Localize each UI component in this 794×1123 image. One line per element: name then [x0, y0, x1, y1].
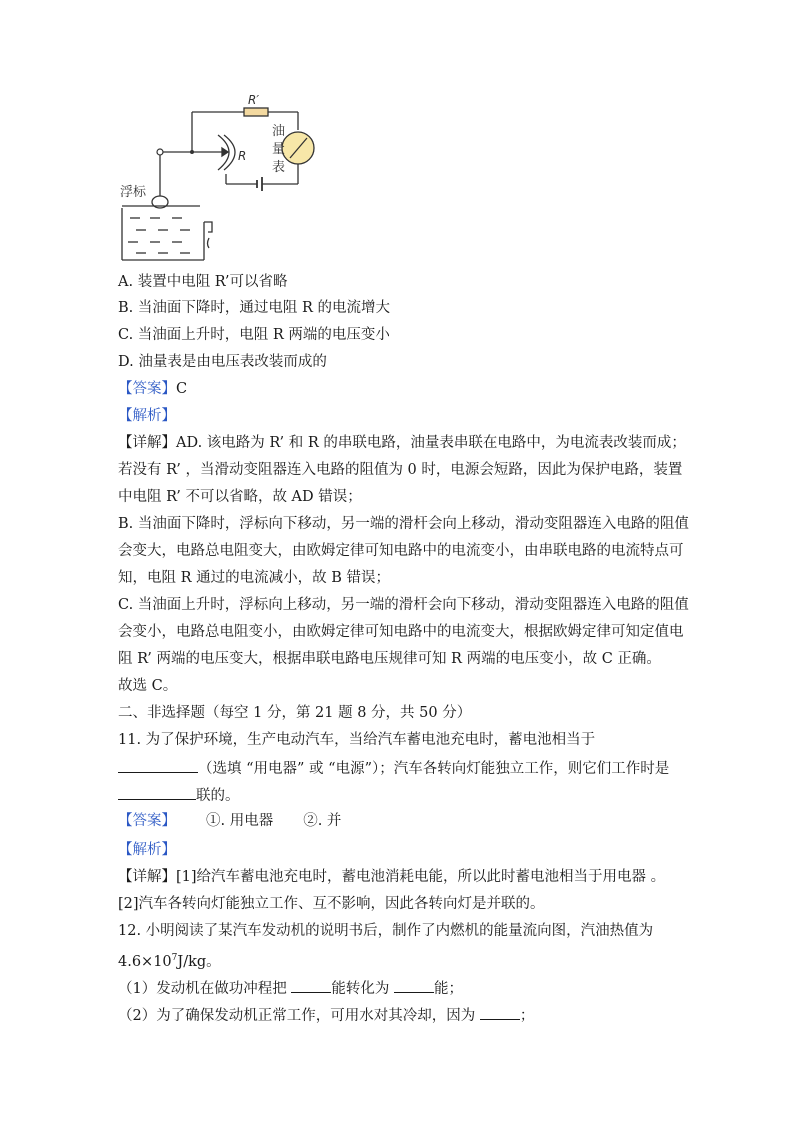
q10-detail-line-2: 若没有 R’ ，当滑动变阻器连入电路的阻值为 0 时，电源会短路，因此为保护电路，装置: [118, 462, 683, 478]
r-label: R: [238, 149, 247, 163]
heat-value-base: 4.6×10: [118, 953, 172, 970]
answer-1: ①. 用电器: [206, 813, 274, 829]
heat-value-exponent: 7: [171, 953, 178, 963]
answer-tag: 【答案】: [118, 813, 176, 829]
q11-line-3: [118, 784, 240, 806]
detail-tag: 【详解】: [118, 869, 176, 885]
q10-detail-line-6: 知，电阻 R 通过的电流减小，故 B 错误；: [118, 570, 391, 586]
q10-detail-line-7: C. 当油面上升时，浮标向上移动，另一端的滑杆会向下移动，滑动变阻器连入电路的阻值: [118, 597, 689, 613]
q10-detail-line-1: [118, 433, 686, 453]
q10-conclusion: 故选 C。: [118, 678, 178, 694]
detail-tag: 【详解】: [118, 435, 176, 451]
sub2-after: ；: [519, 1008, 535, 1024]
q10-analysis-tag: 【解析】: [118, 408, 176, 424]
blank-2[interactable]: [118, 784, 196, 800]
q12-sub-1: [118, 977, 463, 999]
option-c: C. 当油面上升时，电阻 R 两端的电压变小: [118, 327, 390, 343]
q11-line-2-text: （选填 “用电器” 或 “电源”）；汽车各转向灯能独立工作，则它们工作时是: [198, 761, 670, 777]
q11-analysis-tag: 【解析】: [118, 842, 176, 858]
sub2-before: （2）为了确保发动机正常工作，可用水对其冷却，因为: [118, 1008, 476, 1024]
q11-detail-line-1: [118, 867, 665, 887]
option-d: D. 油量表是由电压表改装而成的: [118, 354, 327, 370]
q11-line-2: [118, 757, 669, 779]
blank-4[interactable]: [394, 977, 434, 993]
option-a: A. 装置中电阻 R’可以省略: [118, 274, 288, 290]
blank-5[interactable]: [480, 1004, 520, 1020]
section-heading: 二、非选择题（每空 1 分，第 21 题 8 分，共 50 分）: [118, 705, 472, 721]
sub1-mid: 能转化为: [331, 981, 390, 997]
q12-line-2: [118, 948, 221, 972]
detail-text: AD. 该电路为 R’ 和 R 的串联电路，油量表串联在电路中，为电流表改装而成；: [176, 435, 686, 451]
float-label: 浮标: [120, 185, 147, 200]
heat-value-unit: J/kg。: [177, 953, 221, 970]
option-b: B. 当油面下降时，通过电阻 R 的电流增大: [118, 300, 391, 316]
q10-detail-line-3: 中电阻 R’ 不可以省略，故 AD 错误；: [118, 489, 362, 505]
meter-label-3: 表: [272, 160, 286, 175]
meter-label-1: 油: [272, 124, 286, 139]
q12-sub-2: [118, 1004, 534, 1026]
meter-label-2: 量: [272, 142, 286, 157]
q11-line-1: 11. 为了保护环境，生产电动汽车，当给汽车蓄电池充电时，蓄电池相当于: [118, 732, 596, 748]
q10-detail-line-8: 会变小，电路总电阻变小，由欧姆定律可知电路中的电流变大，根据欧姆定律可知定值电: [118, 624, 684, 640]
q11-detail-line-2: [2]汽车各转向灯能独立工作、互不影响，因此各转向灯是并联的。: [118, 896, 545, 912]
q10-answer-line: [118, 379, 187, 399]
sub1-before: （1）发动机在做功冲程把: [118, 981, 287, 997]
blank-1[interactable]: [118, 757, 198, 773]
q10-detail-line-4: B. 当油面下降时，浮标向下移动，另一端的滑杆会向上移动，滑动变阻器连入电路的阻值: [118, 516, 689, 532]
q10-detail-line-5: 会变大，电路总电阻变大，由欧姆定律可知电路中的电流变小，由串联电路的电流特点可: [118, 543, 684, 559]
oil-gauge-circuit-diagram: [118, 90, 328, 268]
sub1-after: 能；: [433, 981, 463, 997]
r-prime-label: R′: [248, 93, 260, 107]
blank-3[interactable]: [291, 977, 331, 993]
answer-2: ②. 并: [303, 813, 342, 829]
q11-line-3-text: 联的。: [196, 788, 240, 804]
q10-detail-line-9: 阻 R’ 两端的电压变大，根据串联电路电压规律可知 R 两端的电压变小，故 C 正确。: [118, 651, 661, 667]
answer-tag: 【答案】: [118, 381, 176, 397]
detail-text: [1]给汽车蓄电池充电时，蓄电池消耗电能，所以此时蓄电池相当于用电器 。: [176, 869, 666, 885]
answer-value: C: [176, 381, 188, 397]
q11-answer-line: [118, 811, 341, 831]
q12-line-1: 12. 小明阅读了某汽车发动机的说明书后，制作了内燃机的能量流向图，汽油热值为: [118, 923, 654, 939]
